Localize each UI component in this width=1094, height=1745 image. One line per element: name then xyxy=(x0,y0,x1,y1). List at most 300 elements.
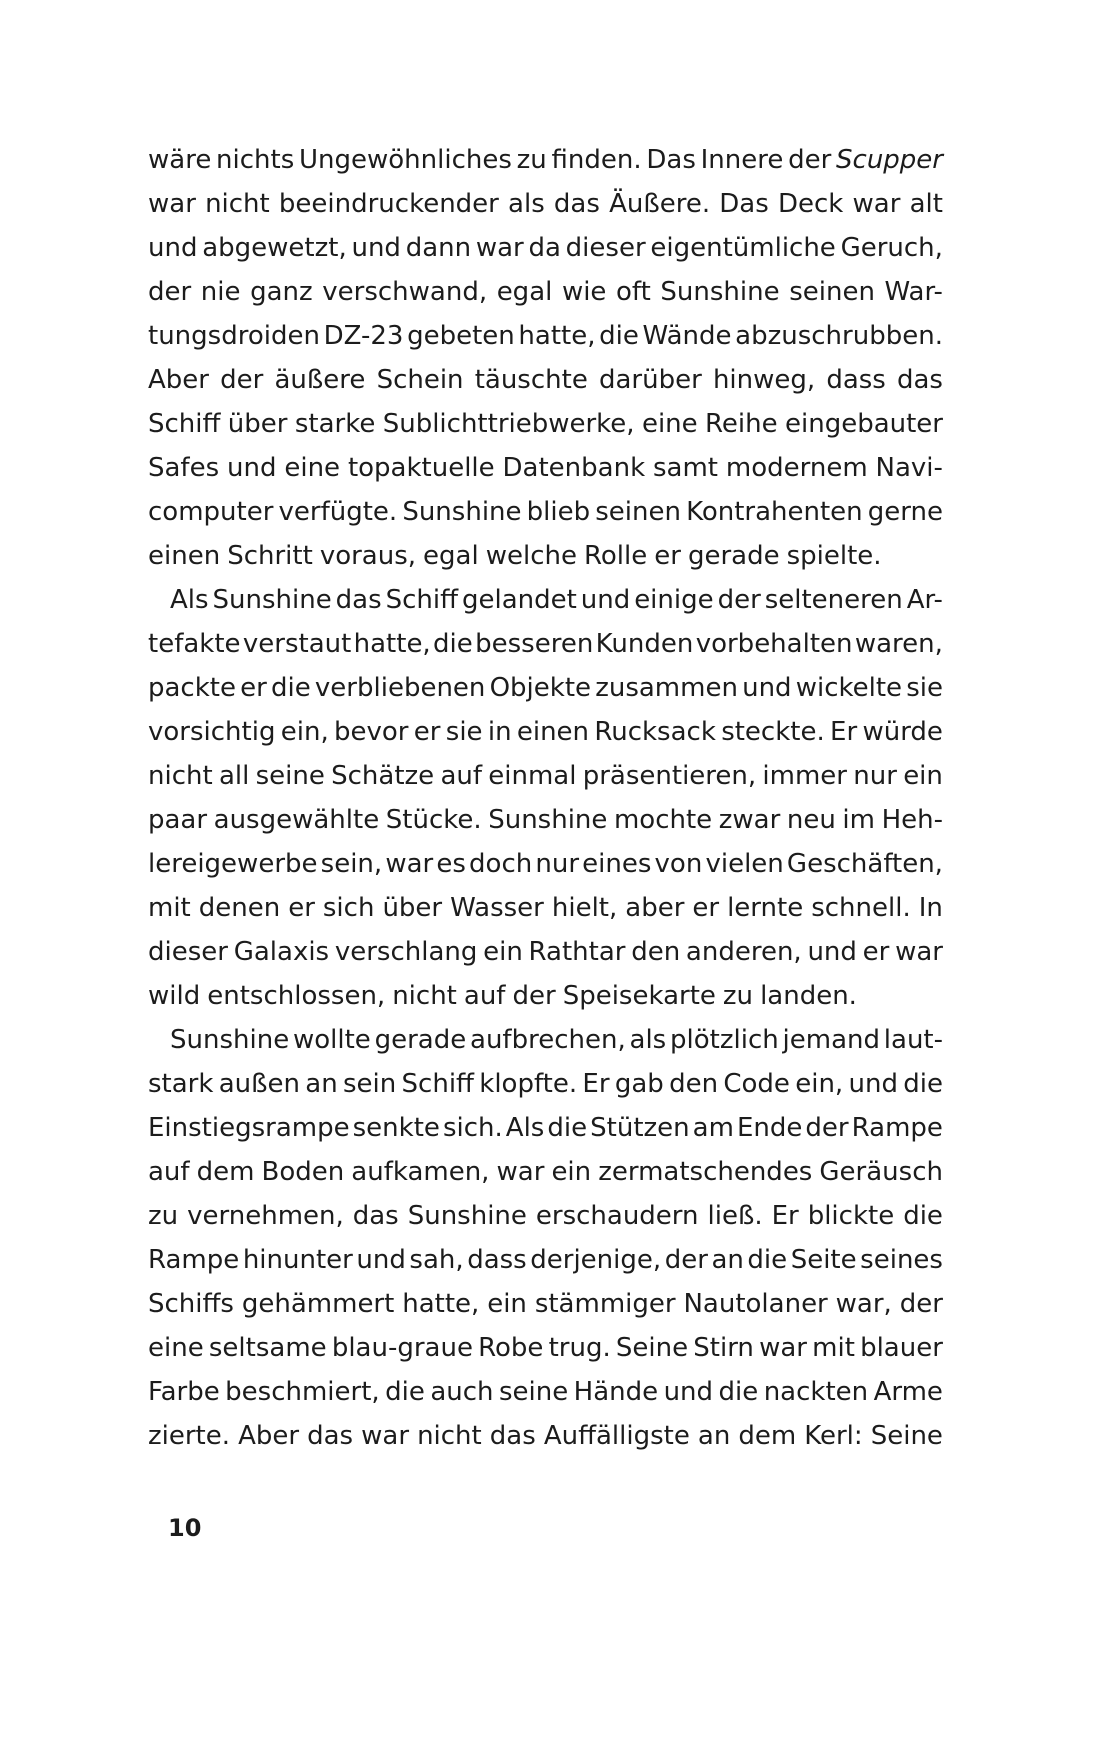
word: zu xyxy=(516,145,547,175)
word: gerade xyxy=(687,541,780,571)
word: zu xyxy=(148,1201,179,1231)
word: dieser xyxy=(565,233,646,263)
word: nicht xyxy=(148,761,213,791)
word: seine xyxy=(255,761,325,791)
word: selteneren xyxy=(764,585,903,615)
word: dieser xyxy=(148,937,228,967)
word: Er xyxy=(771,1201,799,1231)
word: Rolle xyxy=(584,541,648,571)
word: hielt, xyxy=(551,893,618,923)
text-line xyxy=(148,1194,943,1238)
word: Safes xyxy=(148,453,220,483)
word: er xyxy=(654,541,681,571)
word: Sunshine xyxy=(170,1025,290,1055)
word: starke xyxy=(294,409,376,439)
word: die xyxy=(903,1069,943,1099)
word: Reihe xyxy=(705,409,778,439)
word: verbliebenen xyxy=(314,673,486,703)
word: dem xyxy=(738,1421,797,1451)
word: topaktuelle xyxy=(347,453,495,483)
word: war xyxy=(496,1157,545,1187)
word: präsentieren, xyxy=(582,761,757,791)
word: seines xyxy=(860,1245,943,1275)
word: er xyxy=(413,717,441,747)
word: Seine xyxy=(870,1421,943,1451)
word: es xyxy=(436,849,466,879)
word: gelandet xyxy=(461,585,577,615)
text-line xyxy=(148,1370,943,1414)
text-line xyxy=(148,974,943,1018)
word: steckte. xyxy=(721,717,825,747)
word: die xyxy=(718,1377,759,1407)
word: lereigewerbe xyxy=(148,849,318,879)
word: der xyxy=(899,1289,943,1319)
word: laut- xyxy=(883,1025,943,1055)
word: mochte xyxy=(613,805,713,835)
word: war xyxy=(852,189,901,219)
word: mit xyxy=(148,893,191,923)
word: ließ. xyxy=(707,1201,763,1231)
word: am xyxy=(692,1113,734,1143)
word: ein, xyxy=(795,1069,844,1099)
word: Nautolaner xyxy=(683,1289,828,1319)
word: die xyxy=(903,1201,943,1231)
word: Robe xyxy=(478,1333,544,1363)
word: wäre xyxy=(148,145,212,175)
word: sein, xyxy=(320,849,383,879)
word: der xyxy=(148,277,192,307)
word: Einstiegsrampe xyxy=(148,1113,350,1143)
word: und xyxy=(742,673,792,703)
word: sah, xyxy=(409,1245,464,1275)
word: nackten xyxy=(763,1377,869,1407)
word: Geschäften, xyxy=(786,849,943,879)
word: seltsame xyxy=(208,1333,327,1363)
word: beschmiert, xyxy=(225,1377,380,1407)
word: Rampe xyxy=(851,1113,943,1143)
word: das xyxy=(307,1421,354,1451)
word: wollte xyxy=(292,1025,371,1055)
word: ein, xyxy=(280,717,329,747)
word: Schein xyxy=(376,365,464,395)
word: die xyxy=(385,1377,425,1407)
word: Ende xyxy=(736,1113,803,1143)
word: Heh- xyxy=(881,805,943,835)
word: entschlossen, xyxy=(207,981,386,1011)
word: gehämmert xyxy=(241,1289,395,1319)
word: an xyxy=(305,1069,338,1099)
word: das xyxy=(335,585,382,615)
word: sie xyxy=(445,717,483,747)
word: nicht xyxy=(205,189,270,219)
word: dass xyxy=(467,1245,527,1275)
word: war xyxy=(475,233,524,263)
word: verschlang xyxy=(334,937,478,967)
word: wild xyxy=(148,981,201,1011)
word: seine xyxy=(498,1377,569,1407)
word: In xyxy=(918,893,943,923)
word: Kerl: xyxy=(804,1421,863,1451)
word: Aber xyxy=(238,1421,300,1451)
word: Hände xyxy=(573,1377,659,1407)
word: und xyxy=(148,233,198,263)
word: ein xyxy=(487,1289,527,1319)
body-text xyxy=(148,138,943,1458)
word: der xyxy=(220,365,264,395)
text-line xyxy=(148,666,943,710)
word: Das xyxy=(719,189,769,219)
word: war xyxy=(385,849,434,879)
word: die xyxy=(433,629,473,659)
word: an xyxy=(711,1245,744,1275)
text-line xyxy=(148,622,943,666)
word: besseren xyxy=(475,629,594,659)
word: im xyxy=(842,805,875,835)
word: alt xyxy=(909,189,943,219)
word: abzuschrubben. xyxy=(735,321,943,351)
word: als xyxy=(629,1025,667,1055)
word: Arme xyxy=(873,1377,943,1407)
word: hinweg, xyxy=(712,365,816,395)
word: und xyxy=(580,585,631,615)
word: computer xyxy=(148,497,274,527)
word: gebeten xyxy=(407,321,515,351)
word: er xyxy=(862,937,890,967)
word: Boden xyxy=(261,1157,345,1187)
text-line xyxy=(148,490,943,534)
word: Sunshine xyxy=(660,277,780,307)
word: tefakte xyxy=(148,629,241,659)
word: zusammen xyxy=(595,673,738,703)
word: bevor xyxy=(334,717,409,747)
text-line xyxy=(148,446,943,490)
text-line xyxy=(148,1106,943,1150)
word: außen xyxy=(218,1069,300,1099)
word: ein xyxy=(483,937,523,967)
word: Ar- xyxy=(906,585,943,615)
word: von xyxy=(654,849,703,879)
word: und xyxy=(227,453,277,483)
word: die xyxy=(547,1113,588,1143)
text-line xyxy=(148,182,943,226)
word: Seine xyxy=(615,1333,689,1363)
word: nur xyxy=(535,849,580,879)
word: blauer xyxy=(860,1333,943,1363)
word: beeindruckender xyxy=(278,189,499,219)
word: samt xyxy=(653,453,718,483)
word: Schiff xyxy=(385,585,459,615)
word: wie xyxy=(561,277,607,307)
text-line xyxy=(148,798,943,842)
word: war, xyxy=(835,1289,892,1319)
word: voraus, xyxy=(319,541,417,571)
word: landen. xyxy=(760,981,857,1011)
word: der xyxy=(805,1113,849,1143)
word: der xyxy=(717,585,761,615)
word: oft xyxy=(616,277,651,307)
word: spielte. xyxy=(786,541,882,571)
text-line xyxy=(148,314,943,358)
word: Sublichttriebwerke, xyxy=(382,409,635,439)
word: klopfte. xyxy=(479,1069,578,1099)
word: aufkamen, xyxy=(351,1157,490,1187)
text-line xyxy=(148,1282,943,1326)
word: dem xyxy=(196,1157,255,1187)
word: doch xyxy=(469,849,533,879)
word: über xyxy=(227,409,288,439)
word: Auffälligste xyxy=(543,1421,690,1451)
word: wickelte xyxy=(795,673,903,703)
word: Ungewöhnliches xyxy=(299,145,512,175)
word: die xyxy=(599,321,639,351)
word: stämmiger xyxy=(534,1289,676,1319)
word: schnell. xyxy=(811,893,911,923)
word: äußere xyxy=(274,365,366,395)
word: Farbe xyxy=(148,1377,220,1407)
word: paar xyxy=(148,805,208,835)
word: Das xyxy=(646,145,696,175)
word: der xyxy=(664,1245,708,1275)
word: einen xyxy=(148,541,221,571)
word: blieb xyxy=(526,497,591,527)
word: ein xyxy=(903,761,943,791)
word: egal xyxy=(423,541,479,571)
word: zermatschendes xyxy=(598,1157,813,1187)
word: zierte. xyxy=(148,1421,231,1451)
word: zu xyxy=(722,981,754,1011)
word: Geräusch xyxy=(819,1157,943,1187)
word: egal xyxy=(496,277,553,307)
word: seinen xyxy=(595,497,681,527)
word: Äußere. xyxy=(609,189,711,219)
word: nicht xyxy=(417,1421,482,1451)
word: plötzlich xyxy=(670,1025,779,1055)
word: trug. xyxy=(548,1333,611,1363)
word: und xyxy=(848,1069,898,1099)
word: auf xyxy=(440,761,483,791)
text-line xyxy=(148,138,943,182)
text-line xyxy=(148,1018,943,1062)
word: gerne xyxy=(867,497,943,527)
word: nichts xyxy=(216,145,295,175)
word: nie xyxy=(200,277,241,307)
word: Scupper xyxy=(836,145,943,175)
word: den xyxy=(631,937,681,967)
word: sein xyxy=(343,1069,397,1099)
word: das xyxy=(553,189,600,219)
word: stark xyxy=(148,1069,214,1099)
word: Schiff xyxy=(401,1069,474,1099)
word: er xyxy=(288,893,315,923)
word: war xyxy=(361,1421,410,1451)
word: auf xyxy=(148,1157,190,1187)
text-line xyxy=(148,270,943,314)
word: und xyxy=(356,1245,406,1275)
word: Kontrahenten xyxy=(686,497,863,527)
word: neu xyxy=(786,805,836,835)
word: und xyxy=(663,1377,714,1407)
text-line xyxy=(148,1062,943,1106)
word: welche xyxy=(485,541,577,571)
word: sich xyxy=(322,893,375,923)
word: zwar xyxy=(718,805,781,835)
word: tungsdroiden xyxy=(148,321,320,351)
word: Schritt xyxy=(227,541,313,571)
word: hatte, xyxy=(402,1289,480,1319)
word: seinen xyxy=(789,277,875,307)
word: gerade xyxy=(374,1025,467,1055)
text-line xyxy=(148,402,943,446)
word: Er xyxy=(830,717,858,747)
text-line xyxy=(148,710,943,754)
word: war xyxy=(759,1333,807,1363)
word: Navi- xyxy=(875,453,943,483)
word: auf xyxy=(463,981,506,1011)
word: Speisekarte xyxy=(562,981,716,1011)
word: den xyxy=(669,1069,719,1099)
word: der xyxy=(512,981,556,1011)
word: Geruch, xyxy=(840,233,943,263)
word: Als xyxy=(505,1113,545,1143)
word: Sunshine xyxy=(212,585,332,615)
word: vielen xyxy=(705,849,784,879)
word: nicht xyxy=(392,981,457,1011)
word: Er xyxy=(582,1069,610,1099)
word: Schätze xyxy=(331,761,435,791)
word: die xyxy=(747,1245,788,1275)
word: Wasser xyxy=(450,893,544,923)
page-number: 10 xyxy=(168,1514,202,1542)
word: darüber xyxy=(598,365,702,395)
word: nur xyxy=(853,761,897,791)
word: vorsichtig xyxy=(148,717,276,747)
word: er xyxy=(240,673,267,703)
word: Rucksack xyxy=(594,717,716,747)
word: Deck xyxy=(777,189,844,219)
word: hinunter xyxy=(242,1245,353,1275)
text-line xyxy=(148,534,943,578)
word: blau-graue xyxy=(331,1333,473,1363)
word: die xyxy=(271,673,311,703)
word: und xyxy=(351,233,401,263)
word: Als xyxy=(170,585,209,615)
text-line xyxy=(148,842,943,886)
word: ein xyxy=(551,1157,592,1187)
word: Code xyxy=(723,1069,790,1099)
word: das xyxy=(352,1201,399,1231)
word: täuschte xyxy=(474,365,588,395)
word: das xyxy=(489,1421,536,1451)
word: vorbehalten xyxy=(695,629,853,659)
word: Datenbank xyxy=(502,453,646,483)
word: abgewetzt, xyxy=(202,233,347,263)
word: eine xyxy=(641,409,698,439)
word: verstaut xyxy=(242,629,352,659)
word: dann xyxy=(405,233,472,263)
word: an xyxy=(697,1421,731,1451)
word: lernte xyxy=(727,893,804,923)
word: War- xyxy=(884,277,943,307)
word: immer xyxy=(762,761,847,791)
word: er xyxy=(692,893,720,923)
text-line xyxy=(148,1414,943,1458)
word: finden. xyxy=(551,145,642,175)
word: war xyxy=(148,189,196,219)
word: Stücke. xyxy=(385,805,482,835)
word: als xyxy=(508,189,545,219)
text-line xyxy=(148,1238,943,1282)
word: dass xyxy=(826,365,886,395)
word: eingebauter xyxy=(785,409,943,439)
word: gab xyxy=(614,1069,664,1099)
word: eigentümliche xyxy=(650,233,836,263)
word: Wände xyxy=(642,321,732,351)
word: der xyxy=(788,145,832,175)
word: war xyxy=(895,937,943,967)
word: hatte, xyxy=(518,321,596,351)
word: sich. xyxy=(442,1113,503,1143)
word: eine xyxy=(148,1333,204,1363)
word: Kunden xyxy=(595,629,694,659)
word: verschwand, xyxy=(322,277,488,307)
text-line xyxy=(148,1326,943,1370)
word: das xyxy=(897,365,943,395)
word: eine xyxy=(284,453,341,483)
word: verfügte. xyxy=(278,497,398,527)
word: erschaudern xyxy=(535,1201,699,1231)
word: Objekte xyxy=(489,673,592,703)
word: hatte, xyxy=(353,629,431,659)
word: vernehmen, xyxy=(187,1201,344,1231)
word: jemand xyxy=(782,1025,880,1055)
word: ganz xyxy=(250,277,313,307)
word: über xyxy=(382,893,443,923)
word: Stirn xyxy=(693,1333,754,1363)
word: aufbrechen, xyxy=(470,1025,626,1055)
text-line xyxy=(148,886,943,930)
word: einige xyxy=(634,585,714,615)
word: Aber xyxy=(148,365,209,395)
word: Seite xyxy=(790,1245,857,1275)
word: aber xyxy=(625,893,685,923)
word: Sunshine xyxy=(407,1201,527,1231)
word: einen xyxy=(516,717,590,747)
word: all xyxy=(218,761,250,791)
word: ausgewählte xyxy=(213,805,380,835)
word: auch xyxy=(430,1377,494,1407)
word: eines xyxy=(582,849,652,879)
word: Schiffs xyxy=(148,1289,234,1319)
word: Innere xyxy=(700,145,784,175)
word: waren, xyxy=(854,629,943,659)
text-line xyxy=(148,1150,943,1194)
word: Stützen xyxy=(590,1113,690,1143)
word: Schiff xyxy=(148,409,221,439)
word: da xyxy=(528,233,561,263)
word: mit xyxy=(812,1333,855,1363)
word: sie xyxy=(906,673,943,703)
word: Rathtar xyxy=(528,937,626,967)
word: senkte xyxy=(352,1113,440,1143)
word: würde xyxy=(862,717,943,747)
word: blickte xyxy=(807,1201,895,1231)
word: Galaxis xyxy=(233,937,330,967)
word: Rampe xyxy=(148,1245,240,1275)
word: einmal xyxy=(488,761,577,791)
text-line xyxy=(148,754,943,798)
word: anderen, xyxy=(685,937,802,967)
word: modernem xyxy=(725,453,868,483)
